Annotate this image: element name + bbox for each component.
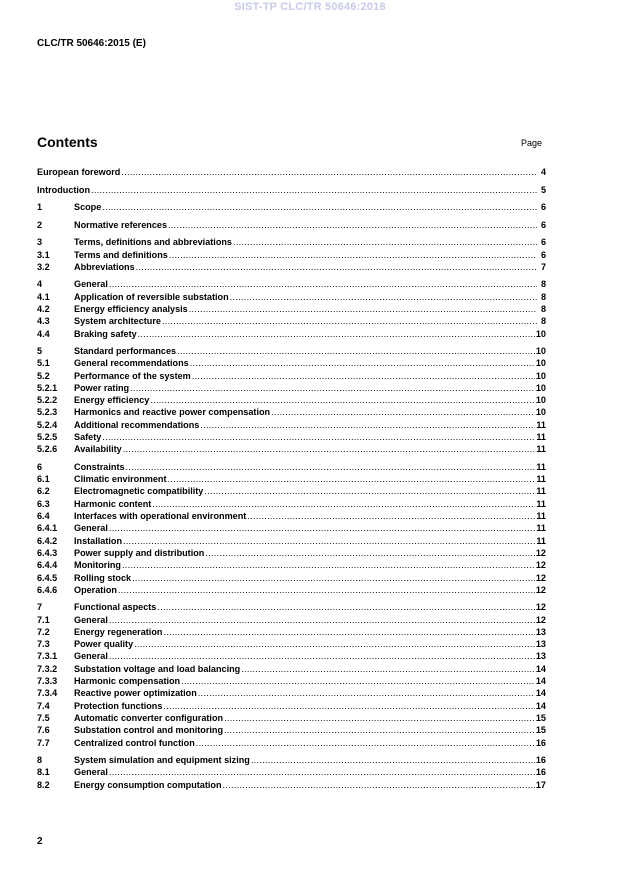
- toc-entry-page: 4: [540, 167, 546, 178]
- toc-entry-title: Terms, definitions and abbreviations: [74, 237, 232, 248]
- toc-entry-number: 4.4: [37, 328, 50, 339]
- toc-entry-title: System simulation and equipment sizing: [74, 755, 250, 766]
- toc-entry[interactable]: [37, 778, 546, 790]
- toc-entry-number: 5.2.6: [37, 444, 58, 455]
- toc-entry-page: 14: [535, 700, 546, 711]
- toc-dot-leader: [190, 357, 535, 369]
- toc-entry-title: Performance of the system: [74, 370, 191, 381]
- toc-dot-leader: [123, 535, 535, 547]
- toc-entry-number: 7.3.2: [37, 663, 58, 674]
- toc-entry-number: 7.3.3: [37, 676, 58, 687]
- toc-entry-title: Energy regeneration: [74, 626, 163, 637]
- toc-entry[interactable]: [37, 315, 546, 327]
- toc-entry-number: 6.4.5: [37, 572, 58, 583]
- toc-dot-leader: [102, 201, 537, 213]
- toc-entry-page: 11: [536, 432, 546, 443]
- toc-entry-title: Operation: [74, 584, 117, 595]
- toc-entry-title: Application of reversible substation: [74, 291, 229, 302]
- toc-dot-leader: [271, 406, 535, 418]
- toc-entry-number: 5.2.1: [37, 382, 58, 393]
- toc-entry-number: 7.2: [37, 626, 50, 637]
- toc-entry[interactable]: [37, 638, 546, 650]
- contents-heading: Contents: [37, 134, 98, 150]
- toc-entry-title: Scope: [74, 202, 102, 213]
- toc-entry[interactable]: [37, 473, 546, 485]
- toc-entry-number: 5.2.5: [37, 432, 58, 443]
- toc-dot-leader: [241, 663, 535, 675]
- toc-entry-number: 5.1: [37, 358, 50, 369]
- toc-entry-page: 11: [536, 535, 546, 546]
- toc-entry-page: 14: [535, 688, 546, 699]
- toc-entry-title: Availability: [74, 444, 122, 455]
- document-id: CLC/TR 50646:2015 (E): [37, 38, 146, 49]
- toc-entry[interactable]: [37, 650, 546, 662]
- toc-entry-title: Power quality: [74, 639, 134, 650]
- toc-entry-title: General: [74, 279, 108, 290]
- toc-entry-number: 4: [37, 279, 43, 290]
- toc-entry-number: 7.3: [37, 639, 50, 650]
- toc-dot-leader: [109, 522, 536, 534]
- toc-entry-number: 8.1: [37, 767, 50, 778]
- toc-dot-leader: [122, 559, 535, 571]
- toc-entry-title: Energy efficiency analysis: [74, 303, 188, 314]
- toc-entry-title: Harmonic content: [74, 498, 152, 509]
- toc-entry[interactable]: [37, 369, 546, 381]
- toc-dot-leader: [121, 166, 537, 178]
- toc-entry-page: 13: [535, 651, 546, 662]
- toc-entry-page: 12: [535, 560, 546, 571]
- toc-dot-leader: [109, 614, 535, 626]
- toc-entry-page: 10: [535, 395, 546, 406]
- toc-dot-leader: [109, 650, 535, 662]
- toc-dot-leader: [134, 638, 535, 650]
- page-column-label: Page: [521, 138, 543, 148]
- toc-entry[interactable]: [37, 345, 546, 357]
- toc-entry-number: 6.1: [37, 474, 50, 485]
- toc-entry[interactable]: [37, 522, 546, 534]
- toc-entry-page: 17: [535, 779, 546, 790]
- toc-dot-leader: [224, 724, 535, 736]
- toc-entry-page: 12: [535, 602, 546, 613]
- toc-entry[interactable]: [37, 248, 546, 260]
- watermark: SIST-TP CLC/TR 50646:2018: [234, 1, 386, 13]
- toc-entry-title: Electromagnetic compatibility: [74, 486, 204, 497]
- toc-entry[interactable]: [37, 261, 546, 273]
- toc-entry-title: Constraints: [74, 461, 125, 472]
- toc-dot-leader: [168, 219, 537, 231]
- toc-entry-page: 10: [535, 382, 546, 393]
- toc-entry-page: 15: [535, 712, 546, 723]
- toc-entry-page: 12: [535, 572, 546, 583]
- toc-dot-leader: [200, 419, 535, 431]
- toc-entry-page: 10: [535, 345, 546, 356]
- toc-entry-page: 6: [540, 237, 546, 248]
- toc-entry-number: 3.2: [37, 261, 50, 272]
- toc-entry-number: 8: [37, 755, 43, 766]
- toc-entry-title: Harmonic compensation: [74, 676, 181, 687]
- toc-dot-leader: [167, 473, 535, 485]
- toc-dot-leader: [150, 394, 535, 406]
- toc-entry-title: Functional aspects: [74, 602, 157, 613]
- toc-entry-title: Power supply and distribution: [74, 547, 205, 558]
- toc-entry-page: 16: [535, 767, 546, 778]
- toc-entry[interactable]: [37, 461, 546, 473]
- toc-entry-number: 1: [37, 202, 43, 213]
- toc-entry[interactable]: [37, 601, 546, 613]
- toc-entry-title: Energy efficiency: [74, 395, 150, 406]
- toc-dot-leader: [177, 345, 535, 357]
- toc-entry-title: Additional recommendations: [74, 419, 200, 430]
- toc-entry-title: Standard performances: [74, 345, 177, 356]
- toc-entry-page: 11: [536, 511, 546, 522]
- toc-entry-title: Reactive power optimization: [74, 688, 197, 699]
- toc-entry[interactable]: [37, 382, 546, 394]
- toc-entry-page: 6: [540, 249, 546, 260]
- toc-entry-number: 6.2: [37, 486, 50, 497]
- toc-dot-leader: [162, 315, 537, 327]
- toc-entry-title: General recommendations: [74, 358, 189, 369]
- toc-entry[interactable]: [37, 547, 546, 559]
- toc-entry[interactable]: [37, 443, 546, 455]
- toc-entry-page: 6: [540, 219, 546, 230]
- toc-entry[interactable]: [37, 687, 546, 699]
- toc-entry-page: 8: [540, 316, 546, 327]
- toc-entry[interactable]: [37, 183, 546, 195]
- toc-entry-title: Normative references: [74, 219, 168, 230]
- toc-entry-page: 11: [536, 444, 546, 455]
- toc-entry[interactable]: [37, 357, 546, 369]
- toc-entry-number: 6.4.2: [37, 535, 58, 546]
- toc-entry-page: 11: [536, 474, 546, 485]
- toc-entry-page: 13: [535, 626, 546, 637]
- toc-entry-title: Terms and definitions: [74, 249, 168, 260]
- toc-entry-page: 6: [540, 202, 546, 213]
- toc-entry-title: European foreword: [37, 167, 121, 178]
- toc-entry[interactable]: [37, 584, 546, 596]
- toc-entry-number: 5.2.2: [37, 395, 58, 406]
- toc-entry[interactable]: [37, 418, 546, 430]
- toc-entry[interactable]: [37, 571, 546, 583]
- toc-entry[interactable]: [37, 754, 546, 766]
- toc-entry-number: 6: [37, 461, 43, 472]
- toc-entry-title: Installation: [74, 535, 122, 546]
- toc-entry-page: 10: [535, 328, 546, 339]
- page-number: 2: [37, 836, 43, 847]
- toc-entry-page: 11: [536, 461, 546, 472]
- toc-entry[interactable]: [37, 431, 546, 443]
- toc-entry[interactable]: [37, 236, 546, 248]
- toc-dot-leader: [205, 547, 535, 559]
- toc-dot-leader: [118, 584, 535, 596]
- toc-dot-leader: [102, 431, 535, 443]
- toc-entry-page: 11: [536, 498, 546, 509]
- toc-entry-page: 5: [540, 184, 546, 195]
- toc-dot-leader: [163, 700, 534, 712]
- toc-dot-leader: [126, 461, 536, 473]
- toc-entry-title: Protection functions: [74, 700, 163, 711]
- toc-entry-number: 3.1: [37, 249, 50, 260]
- toc-entry-title: Power rating: [74, 382, 130, 393]
- toc-entry-page: 11: [536, 486, 546, 497]
- toc-dot-leader: [233, 236, 537, 248]
- toc-entry-title: Energy consumption computation: [74, 779, 222, 790]
- toc-dot-leader: [109, 766, 535, 778]
- toc-entry[interactable]: [37, 766, 546, 778]
- toc-entry[interactable]: [37, 218, 546, 230]
- toc-dot-leader: [192, 370, 535, 382]
- toc-entry-title: Rolling stock: [74, 572, 132, 583]
- toc-dot-leader: [224, 712, 535, 724]
- toc-entry-number: 4.2: [37, 303, 50, 314]
- toc-entry-number: 4.1: [37, 291, 50, 302]
- toc-entry[interactable]: [37, 201, 546, 213]
- toc-dot-leader: [169, 249, 537, 261]
- toc-entry[interactable]: [37, 303, 546, 315]
- toc-dot-leader: [181, 675, 535, 687]
- toc-entry-number: 5: [37, 345, 43, 356]
- toc-entry-page: 11: [536, 523, 546, 534]
- toc-entry[interactable]: [37, 699, 546, 711]
- toc-entry-page: 12: [535, 614, 546, 625]
- toc-dot-leader: [204, 485, 535, 497]
- toc-entry-number: 7.7: [37, 737, 50, 748]
- table-of-contents: [37, 166, 546, 791]
- toc-entry-number: 5.2.3: [37, 407, 58, 418]
- toc-entry-page: 14: [535, 676, 546, 687]
- toc-entry-page: 12: [535, 547, 546, 558]
- toc-entry[interactable]: [37, 736, 546, 748]
- toc-entry-page: 10: [535, 370, 546, 381]
- toc-dot-leader: [132, 572, 535, 584]
- toc-entry-number: 8.2: [37, 779, 50, 790]
- toc-entry-page: 11: [536, 419, 546, 430]
- toc-entry-title: Interfaces with operational environment: [74, 511, 247, 522]
- toc-entry-number: 6.4.6: [37, 584, 58, 595]
- toc-entry[interactable]: [37, 510, 546, 522]
- toc-entry-page: 16: [535, 755, 546, 766]
- toc-dot-leader: [251, 754, 535, 766]
- toc-entry-title: Safety: [74, 432, 102, 443]
- toc-dot-leader: [109, 278, 537, 290]
- toc-entry-title: Centralized control function: [74, 737, 195, 748]
- toc-dot-leader: [189, 303, 537, 315]
- toc-dot-leader: [152, 498, 535, 510]
- toc-dot-leader: [157, 601, 535, 613]
- toc-entry-number: 7.5: [37, 712, 50, 723]
- toc-entry[interactable]: [37, 613, 546, 625]
- toc-dot-leader: [91, 184, 537, 196]
- toc-entry[interactable]: [37, 406, 546, 418]
- toc-entry-number: 6.4.4: [37, 560, 58, 571]
- toc-dot-leader: [196, 737, 535, 749]
- toc-entry-page: 10: [535, 358, 546, 369]
- toc-entry-number: 4.3: [37, 316, 50, 327]
- toc-entry-number: 7.3.1: [37, 651, 58, 662]
- toc-entry-number: 7.4: [37, 700, 50, 711]
- toc-entry-title: General: [74, 767, 108, 778]
- toc-entry-number: 6.4.1: [37, 523, 58, 534]
- toc-dot-leader: [123, 443, 536, 455]
- toc-entry-number: 7: [37, 602, 43, 613]
- toc-entry-page: 8: [540, 279, 546, 290]
- toc-entry-title: Braking safety: [74, 328, 137, 339]
- toc-entry-number: 7.3.4: [37, 688, 58, 699]
- toc-entry-number: 7.1: [37, 614, 50, 625]
- toc-entry-number: 2: [37, 219, 43, 230]
- toc-entry-number: 6.4.3: [37, 547, 58, 558]
- toc-entry-page: 8: [540, 291, 546, 302]
- toc-entry-title: Climatic environment: [74, 474, 167, 485]
- toc-entry-title: System architecture: [74, 316, 161, 327]
- toc-entry-page: 16: [535, 737, 546, 748]
- toc-dot-leader: [163, 626, 534, 638]
- toc-dot-leader: [130, 382, 535, 394]
- toc-entry-page: 14: [535, 663, 546, 674]
- toc-entry[interactable]: [37, 290, 546, 302]
- toc-entry-page: 13: [535, 639, 546, 650]
- toc-entry[interactable]: [37, 166, 546, 178]
- toc-entry-title: General: [74, 523, 108, 534]
- toc-entry[interactable]: [37, 626, 546, 638]
- toc-entry[interactable]: [37, 497, 546, 509]
- toc-entry-title: Automatic converter configuration: [74, 712, 224, 723]
- toc-entry[interactable]: [37, 662, 546, 674]
- toc-dot-leader: [138, 328, 535, 340]
- toc-entry-page: 15: [535, 725, 546, 736]
- toc-entry-page: 10: [535, 407, 546, 418]
- toc-dot-leader: [230, 291, 537, 303]
- toc-entry-title: General: [74, 614, 108, 625]
- toc-entry[interactable]: [37, 278, 546, 290]
- toc-entry[interactable]: [37, 712, 546, 724]
- toc-entry-page: 8: [540, 303, 546, 314]
- toc-entry[interactable]: [37, 559, 546, 571]
- toc-entry-page: 12: [535, 584, 546, 595]
- toc-entry-number: 7.6: [37, 725, 50, 736]
- toc-entry[interactable]: [37, 534, 546, 546]
- toc-entry[interactable]: [37, 394, 546, 406]
- toc-entry-page: 7: [540, 261, 546, 272]
- toc-entry-title: Harmonics and reactive power compensation: [74, 407, 271, 418]
- toc-entry-title: Abbreviations: [74, 261, 135, 272]
- toc-entry-title: Substation control and monitoring: [74, 725, 224, 736]
- toc-dot-leader: [223, 779, 535, 791]
- toc-entry[interactable]: [37, 724, 546, 736]
- toc-entry[interactable]: [37, 675, 546, 687]
- toc-entry[interactable]: [37, 327, 546, 339]
- toc-entry-number: 5.2.4: [37, 419, 58, 430]
- toc-entry-title: Substation voltage and load balancing: [74, 663, 241, 674]
- toc-entry-title: General: [74, 651, 108, 662]
- toc-entry-number: 5.2: [37, 370, 50, 381]
- toc-entry-title: Monitoring: [74, 560, 121, 571]
- toc-dot-leader: [198, 687, 535, 699]
- toc-entry-title: Introduction: [37, 184, 91, 195]
- toc-entry-number: 3: [37, 237, 43, 248]
- toc-entry-number: 6.3: [37, 498, 50, 509]
- toc-entry[interactable]: [37, 485, 546, 497]
- toc-dot-leader: [136, 261, 537, 273]
- toc-entry-number: 6.4: [37, 511, 50, 522]
- toc-dot-leader: [247, 510, 535, 522]
